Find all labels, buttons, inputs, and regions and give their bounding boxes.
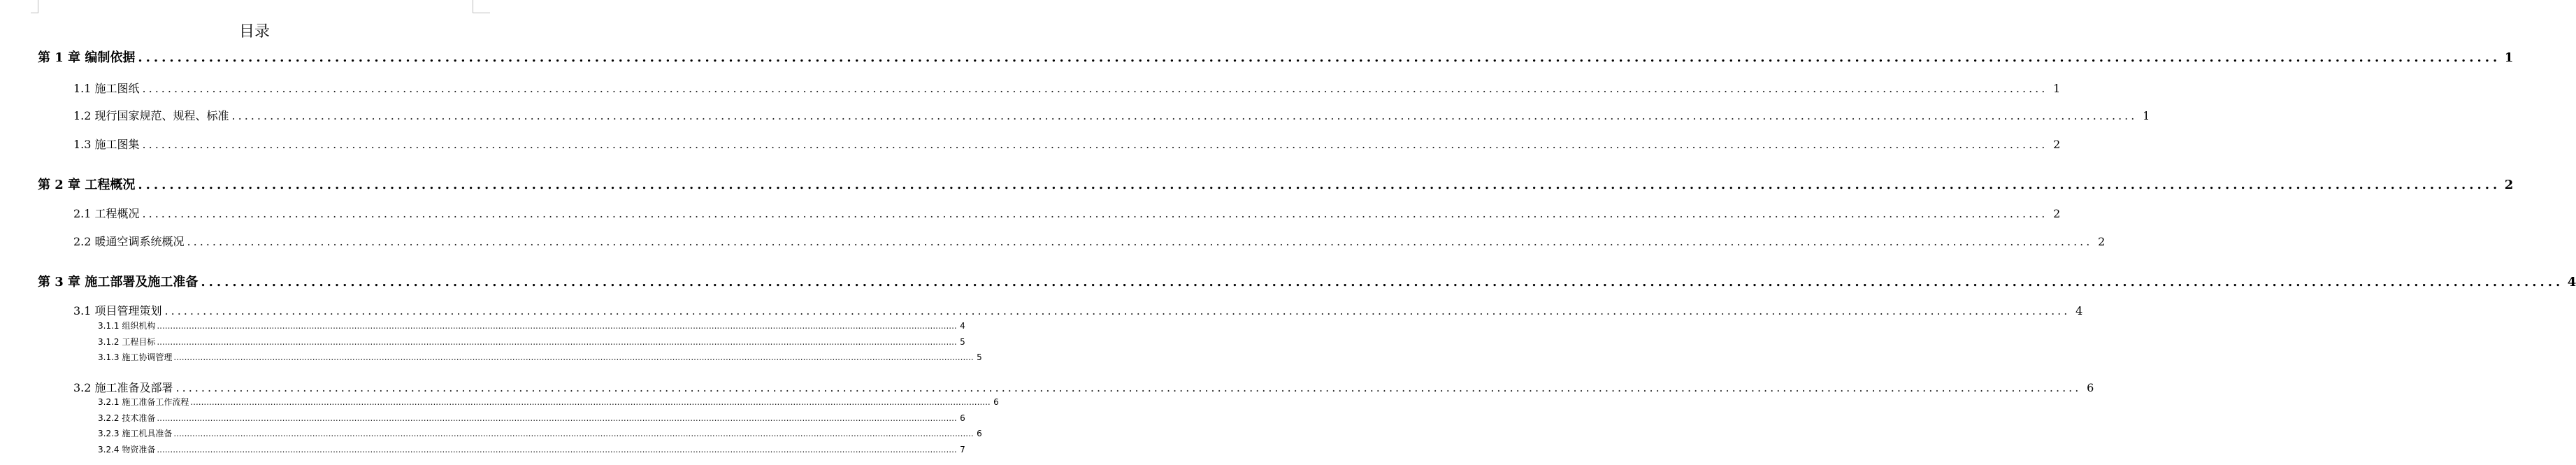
toc-subsection-entry[interactable]	[98, 320, 965, 331]
toc-page-number: 2	[2098, 235, 2106, 248]
toc-entry-label: 第 3 章 施工部署及施工准备	[38, 275, 199, 289]
toc-entry-label: 1.3 施工图集	[73, 138, 140, 151]
toc-subsection-entry[interactable]	[98, 412, 965, 424]
toc-page-number: 1	[2143, 109, 2150, 122]
toc-page-number: 1	[2053, 82, 2061, 95]
toc-leader-dots: ............................................................................................................................................................................................................................................................................................................	[164, 304, 2071, 317]
toc-entry-label: 3.2.1 施工准备工作流程	[98, 397, 189, 407]
toc-leader-dots: ............................................................................................................................................................................................................................................................................................................	[173, 352, 974, 362]
toc-section-entry[interactable]	[73, 233, 2106, 249]
toc-leader-dots: ............................................................................................................................................................................................................................................................................................................	[138, 50, 2501, 65]
toc-subsection-entry[interactable]	[98, 336, 965, 348]
toc-leader-dots: ............................................................................................................................................................................................................................................................................................................	[157, 337, 957, 347]
toc-section-entry[interactable]	[73, 302, 2083, 318]
toc-section-entry[interactable]	[73, 379, 2094, 395]
toc-entry-label: 3.2.2 技术准备	[98, 413, 156, 423]
toc-leader-dots: ............................................................................................................................................................................................................................................................................................................	[173, 429, 974, 438]
toc-entry-label: 2.1 工程概况	[73, 207, 140, 220]
toc-section-entry[interactable]	[73, 205, 2061, 221]
toc-section-entry[interactable]	[73, 80, 2061, 96]
toc-entry-label: 1.2 现行国家规范、规程、标准	[73, 109, 229, 122]
toc-leader-dots: ............................................................................................................................................................................................................................................................................................................	[142, 138, 2048, 151]
toc-page-number: 2	[2053, 207, 2061, 220]
toc-entry-label: 3.1.1 组织机构	[98, 321, 156, 331]
toc-leader-dots: ............................................................................................................................................................................................................................................................................................................	[190, 397, 991, 407]
toc-entry-label: 2.2 暖通空调系统概况	[73, 235, 185, 248]
toc-page-number: 2	[2504, 178, 2514, 192]
toc-page-number: 6	[2087, 381, 2094, 394]
toc-page-number: 4	[2567, 275, 2576, 289]
toc-chapter-entry[interactable]	[38, 175, 2514, 193]
toc-leader-dots: ............................................................................................................................................................................................................................................................................................................	[201, 275, 2564, 289]
toc-leader-dots: ............................................................................................................................................................................................................................................................................................................	[157, 413, 957, 423]
toc-leader-dots: ............................................................................................................................................................................................................................................................................................................	[157, 321, 957, 331]
toc-entry-label: 3.1.2 工程目标	[98, 337, 156, 347]
toc-page-number: 5	[977, 352, 982, 362]
toc-chapter-entry[interactable]	[38, 48, 2514, 66]
toc-page-number: 6	[960, 413, 965, 423]
toc-leader-dots: ............................................................................................................................................................................................................................................................................................................	[187, 235, 2093, 248]
toc-leader-dots: ............................................................................................................................................................................................................................................................................................................	[138, 178, 2501, 192]
toc-entry-label: 3.1 项目管理策划	[73, 304, 162, 317]
toc-title: 目录	[238, 23, 270, 41]
toc-entry-label: 1.1 施工图纸	[73, 82, 140, 95]
toc-entry-label: 3.2 施工准备及部署	[73, 381, 173, 394]
toc-page-number: 1	[2504, 50, 2514, 65]
toc-page-number: 2	[2053, 138, 2061, 151]
toc-leader-dots: ............................................................................................................................................................................................................................................................................................................	[231, 109, 2138, 122]
toc-subsection-entry[interactable]	[98, 396, 999, 408]
toc-leader-dots: ............................................................................................................................................................................................................................................................................................................	[157, 445, 957, 455]
page-corner-mark-top-right	[473, 0, 490, 13]
toc-page-number: 7	[960, 445, 965, 455]
toc-page-number: 6	[993, 397, 999, 407]
toc-section-entry[interactable]	[73, 107, 2150, 123]
toc-page-number: 6	[977, 429, 982, 438]
toc-page-number: 4	[2075, 304, 2083, 317]
toc-page-number: 4	[960, 321, 965, 331]
toc-leader-dots: ............................................................................................................................................................................................................................................................................................................	[142, 207, 2048, 220]
toc-entry-label: 第 1 章 编制依据	[38, 50, 136, 65]
toc-subsection-entry[interactable]	[98, 443, 965, 455]
toc-section-entry[interactable]	[73, 136, 2061, 152]
toc-entry-label: 第 2 章 工程概况	[38, 178, 136, 192]
toc-subsection-entry[interactable]	[98, 351, 982, 363]
toc-entry-label: 3.1.3 施工协调管理	[98, 352, 173, 362]
toc-leader-dots: ............................................................................................................................................................................................................................................................................................................	[175, 381, 2082, 394]
toc-entry-label: 3.2.3 施工机具准备	[98, 429, 173, 438]
toc-page-number: 5	[960, 337, 965, 347]
toc-subsection-entry[interactable]	[98, 427, 982, 439]
toc-leader-dots: ............................................................................................................................................................................................................................................................................................................	[142, 82, 2048, 95]
page-corner-mark-top-left	[31, 0, 38, 13]
toc-chapter-entry[interactable]	[38, 272, 2576, 290]
toc-entry-label: 3.2.4 物资准备	[98, 445, 156, 455]
